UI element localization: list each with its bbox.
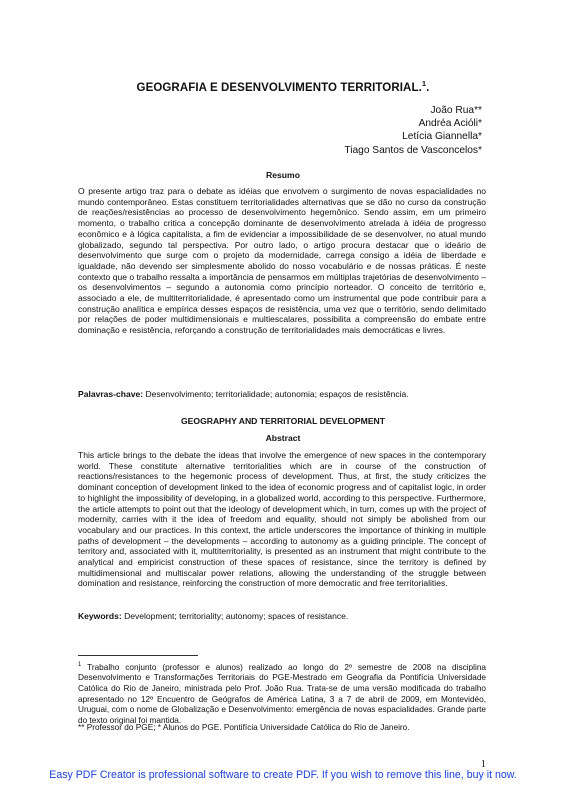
resumo-body: O presente artigo traz para o debate as idéias que envolvem o surgimento de novas espacialidades no mundo contemporâneo. Estas constituem territorialidades alternativas que se dão no curso da construção de reações/resistências ao processo de desenvolvimento hegemônico. Sendo assim, em um primeiro momento, o trabalho critica a concepção dominante de desenvolvimento atrelada à idéia de progresso econômico e à lógica capitalista, a fim de evidenciar a impossibilidade de se desenvolver, no atual mundo globalizado, segundo tal perspectiva. Por outro lado, o artigo procura destacar que o ideário de desenvolvimento que surge com o projeto da modernidade, carrega consigo a idéia de liberdade e igualdade, não devendo ser simplesmente abolido do nosso vocabulário e de nossas práticas. É neste contexto que o trabalho ressalta a importância de pensarmos em múltiplas trajetórias de desenvolvimento – os desenvolvimentos – segundo a autonomia como princípio norteador. O conceito de território e, associado a ele, de multiterritorialidade, é apresentado como um instrumental que pode contribuir para a construção analítica e empírica desses espaços de resistência, uma vez que o território, sendo delimitado por relações de poder multidimensionais e multiescalares, possibilita a compreensão do embate entre dominação e resistência, reforçando a construção de territorialidades mais democráticas e livres. <box>78 186 486 336</box>
author-name: Andréa Acióli* <box>418 118 482 130</box>
abstract-keywords-label: Keywords: <box>78 611 122 621</box>
resumo-keywords <box>78 389 486 400</box>
footnote-divider <box>78 655 198 656</box>
paper-title <box>0 79 566 94</box>
paper-title-text: GEOGRAFIA E DESENVOLVIMENTO TERRITORIAL. <box>136 81 422 94</box>
title-end-period: . <box>426 81 430 94</box>
pdf-creator-banner[interactable]: Easy PDF Creator is professional software to create PDF. If you wish to remove this line, buy it now. <box>49 769 517 781</box>
author-name: João Rua** <box>430 105 482 116</box>
abstract-keywords <box>78 611 486 622</box>
resumo-keywords-text: Desenvolvimento; territorialidade; autonomia; espaços de resistência. <box>143 389 409 399</box>
footnote-1-text: Trabalho conjunto (professor e alunos) realizado ao longo do 2º semestre de 2008 na disciplina Desenvolvimento e Transformações Territoriais do PGE-Mestrado em Geografia da Pontifícia Universidade Católica do Rio de Janeiro, ministrada pelo Prof. João Rua. Trata-se de uma versão modificada do trabalho apresentado no 12º Encuentro de Geógrafos de América Latina, 3 a 7 de abril de 2009, em Montevidéo, Uruguai, com o nome de Globalização e Desenvolvimento: emergência de novas espacialidades. Grande parte do texto original foi mantida. <box>78 662 486 725</box>
resumo-heading: Resumo <box>266 170 300 180</box>
abstract-heading: Abstract <box>265 433 301 443</box>
english-title: GEOGRAPHY AND TERRITORIAL DEVELOPMENT <box>180 416 386 426</box>
page-number: 1 <box>480 759 486 770</box>
abstract-body: This article brings to the debate the ideas that involve the emergence of new spaces in the contemporary world. These constitute alternative territorialities which are in course of the construction of reactions/resistances to the hegemonic process of development. Thus, at first, the study criticizes the dominant conception of development linked to the idea of economic progress and of capitalist logic, in order to highlight the impossibility of developing, in a globalized world, according to this perspective. Furthermore, the article attempts to point out that the ideology of development which, in turn, comes up with the project of modernity, carries with it the idea of freedom and equality, should not simply be abolished from our vocabulary and our practices. In this context, the article underscores the importance of thinking in multiple paths of development – the developments – according to autonomy as a guiding principle. The concept of territory and, associated with it, multiterritoriality, is presented as an instrument that might contribute to the analytical and empiricist construction of these spaces of resistance, since the territory is defined by multidimensional and multiscalar power relations, allowing the understanding of the struggle between domination and resistance, reinforcing the construction of more democratic and free territorialities. <box>78 450 486 589</box>
author-name: Tiago Santos de Vasconcelos* <box>344 144 482 156</box>
title-footnote-mark: 1 <box>421 79 427 88</box>
author-name: Letícia Giannella* <box>402 131 482 143</box>
abstract-keywords-text: Development; territoriality; autonomy; spaces of resistance. <box>121 611 349 621</box>
resumo-keywords-label: Palavras-chave: <box>78 389 144 399</box>
footnote-2: ** Professor do PGE; * Alunos do PGE. Pontifícia Universidade Católica do Rio de Janeiro. <box>78 723 410 732</box>
author-list <box>344 104 482 157</box>
footnote-mark: 1 <box>78 662 82 668</box>
footnote-1 <box>78 660 486 726</box>
